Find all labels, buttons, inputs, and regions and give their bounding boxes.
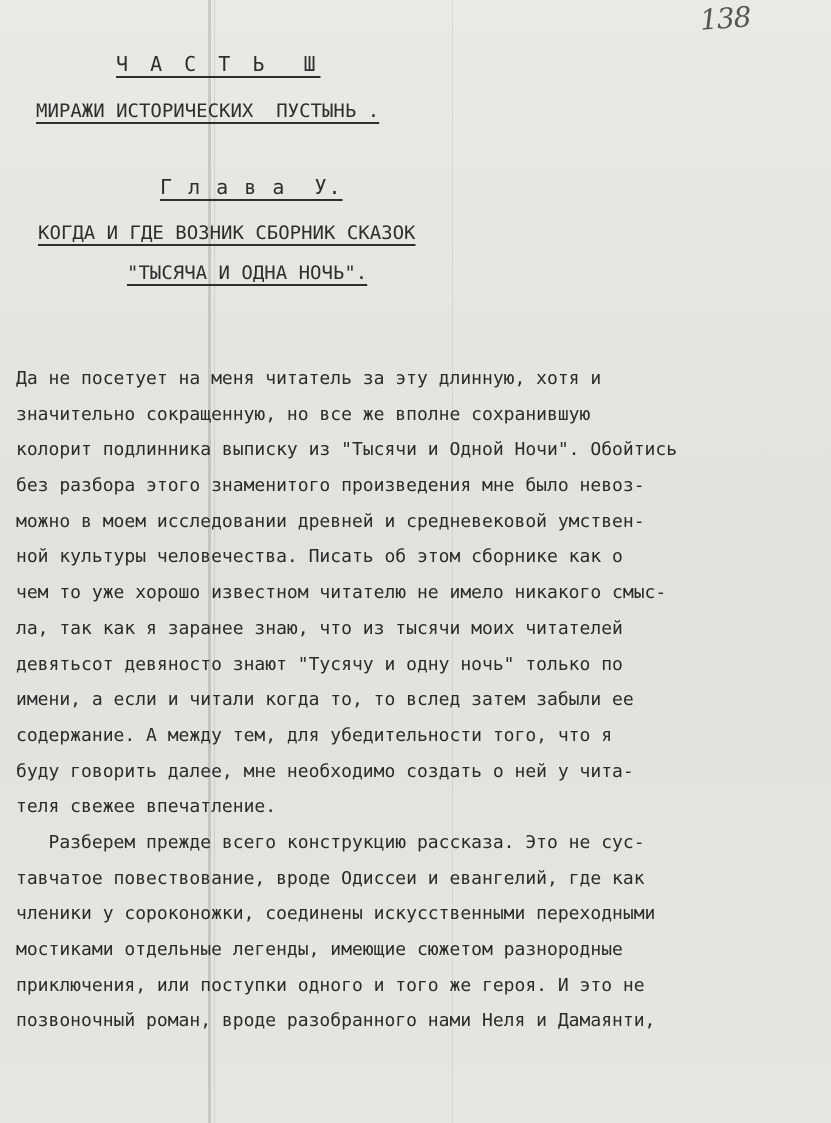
text-line: ла, так как я заранее знаю, что из тысячи моих читателей — [16, 617, 623, 639]
chapter-title-line-1: КОГДА И ГДЕ ВОЗНИК СБОРНИК СКАЗОК — [38, 222, 416, 244]
text-line: колорит подлинника выписку из "Тысячи и Одной Ночи". Обойтись — [16, 439, 678, 461]
text-line: мостиками отдельные легенды, имеющие сюжетом разнородные — [16, 939, 623, 960]
text-line: содержание. А между тем, для убедительности того, что я — [16, 724, 613, 746]
text-line: Разберем прежде всего конструкцию рассказа. Это не сус- — [16, 831, 645, 853]
text-line: девятьсот девяносто знают "Тусячу и одну ночь" только по — [16, 653, 623, 675]
text-line: приключения, или поступки одного и того же героя. И это не — [16, 974, 645, 996]
part-subtitle: МИРАЖИ ИСТОРИЧЕСКИХ ПУСТЫНЬ . — [36, 100, 380, 122]
text-line: теля свежее впечатление. — [16, 796, 277, 818]
page-number: 138 — [698, 0, 752, 37]
text-line: чем то уже хорошо известном читателю не имело никакого смыс- — [16, 582, 667, 604]
text-line: позвоночный роман, вроде разобранного нами Неля и Дамаянти, — [16, 1010, 656, 1032]
text-line: без разбора этого знаменитого произведения мне было невоз- — [16, 475, 645, 497]
chapter-title: Г л а в а У. — [160, 175, 343, 199]
text-line: членики у сороконожки, соединены искусственными переходными — [16, 903, 656, 925]
text-line: ной культуры человечества. Писать об этом сборнике как о — [16, 546, 623, 568]
text-line: имени, а если и читали когда то, то вслед затем забыли ее — [16, 689, 634, 711]
text-line: можно в моем исследовании древней и средневековой умствен- — [16, 510, 645, 532]
text-line: значительно сокращенную, но все же вполне сохранившую — [16, 403, 591, 425]
text-line: буду говорить далее, мне необходимо создать о ней у чита- — [16, 760, 634, 782]
body-text — [16, 361, 826, 1039]
text-line: тавчатое повествование, вроде Одиссеи и евангелий, где как — [16, 867, 645, 889]
chapter-title-line-2: "ТЫСЯЧА И ОДНА НОЧЬ". — [127, 262, 368, 284]
text-line: Да не посетует на меня читатель за эту длинную, хотя и — [16, 368, 602, 389]
part-title: Ч А С Т Ь Ш — [116, 52, 321, 76]
